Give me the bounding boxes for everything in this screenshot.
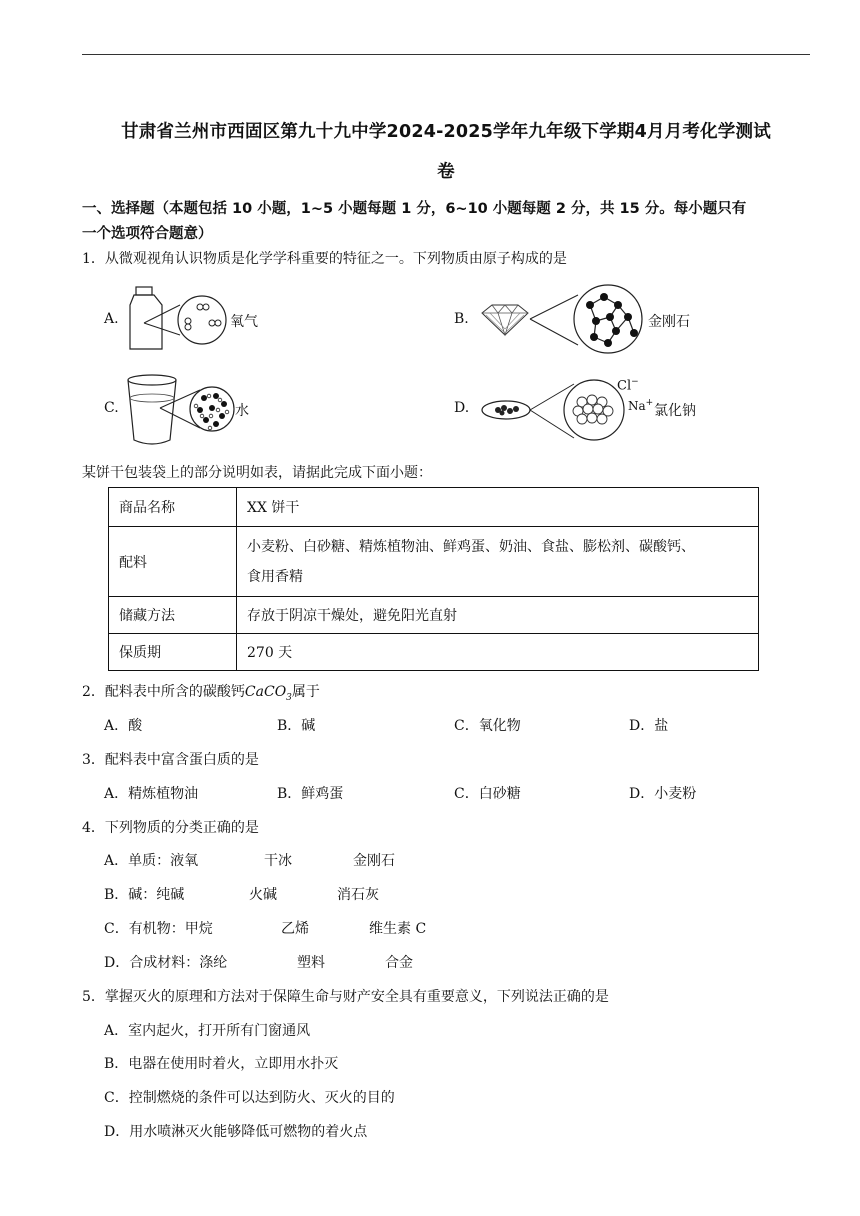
header-rule (82, 54, 810, 55)
q4-option-d-item-3: 合金 (385, 955, 413, 971)
table-row (109, 634, 759, 671)
option-c-label: 水 (235, 403, 249, 419)
q3-option-d[interactable]: D．小麦粉 (629, 786, 697, 802)
question-4-stem: 4．下列物质的分类正确的是 (82, 820, 259, 836)
q4-option-c-item-2: 乙烯 (281, 921, 309, 937)
option-a-label: 氧气 (230, 314, 258, 330)
q4-option-b[interactable] (104, 884, 379, 904)
q2-option-d[interactable]: D．盐 (629, 718, 669, 734)
q5-option-d[interactable]: D．用水喷淋灭火能够降低可燃物的着火点 (104, 1124, 368, 1140)
q5-option-b[interactable]: B．电器在使用时着火，立即用水扑灭 (104, 1056, 339, 1072)
q4-option-c-item-3: 维生素 C (369, 921, 427, 937)
q2-option-b[interactable]: B．碱 (277, 718, 316, 734)
question-2-stem (82, 681, 320, 703)
q4-option-b-item-2: 火碱 (249, 887, 277, 903)
section-heading: 一、选择题（本题包括 10 小题，1~5 小题每题 1 分，6~10 小题每题 2 分，共 15 分。每小题只有 (82, 201, 747, 217)
table-key-cell: 配料 (109, 527, 237, 597)
q4-option-b-prefix: B．碱：纯碱 (104, 887, 185, 903)
calcium-carbonate-formula: CaCO$_3$ (244, 684, 292, 703)
option-b-label: 金刚石 (648, 314, 690, 330)
q4-option-c-prefix: C．有机物：甲烷 (104, 921, 213, 937)
ingredients-line-1: 小麦粉、白砂糖、精炼植物油、鲜鸡蛋、奶油、食盐、膨松剂、碳酸钙、 (247, 538, 695, 555)
q4-option-a[interactable] (104, 850, 395, 870)
table-row (109, 597, 759, 634)
q4-option-a-prefix: A．单质：液氧 (104, 853, 199, 869)
table-value-cell: XX 饼干 (237, 488, 759, 527)
q5-option-a[interactable]: A．室内起火，打开所有门窗通风 (104, 1023, 311, 1039)
option-d-label: 氯化钠 (654, 403, 696, 419)
table-key-cell: 保质期 (109, 634, 237, 671)
question-3-stem: 3．配料表中富含蛋白质的是 (82, 752, 259, 768)
table-key-cell: 储藏方法 (109, 597, 237, 634)
question-2-stem-text: 2．配料表中所含的碳酸钙 (82, 684, 245, 700)
option-a-key: A. (104, 311, 119, 327)
q3-option-b[interactable]: B．鲜鸡蛋 (277, 786, 344, 802)
q4-option-a-item-3: 金刚石 (353, 853, 395, 869)
ingredients-line-2: 食用香精 (247, 568, 303, 585)
q4-option-d-item-2: 塑料 (297, 955, 325, 971)
q2-option-c[interactable]: C．氧化物 (454, 718, 521, 734)
product-info-table (108, 487, 759, 671)
section-heading-continued: 一个选项符合题意） (82, 226, 213, 242)
oxygen-bottle-icon (122, 285, 232, 353)
table-value-cell: 存放于阴凉干燥处，避免阳光直射 (237, 597, 759, 634)
page-title: 甘肃省兰州市西固区第九十九中学2024-2025学年九年级下学期4月月考化学测试 (121, 122, 771, 142)
q3-option-c[interactable]: C．白砂糖 (454, 786, 521, 802)
q5-option-c[interactable]: C．控制燃烧的条件可以达到防火、灭火的目的 (104, 1090, 395, 1106)
table-key-cell: 商品名称 (109, 488, 237, 527)
option-b-key: B. (454, 311, 469, 327)
sodium-ion-label: Na+ (628, 398, 654, 413)
table-value-cell: 270 天 (237, 634, 759, 671)
table-intro: 某饼干包装袋上的部分说明如表，请据此完成下面小题： (82, 465, 432, 481)
q4-option-d-prefix: D．合成材料：涤纶 (104, 955, 228, 971)
q2-option-a[interactable]: A．酸 (104, 718, 143, 734)
q4-option-c[interactable] (104, 918, 427, 938)
water-glass-icon (124, 372, 236, 448)
diamond-icon (478, 283, 648, 355)
salt-crystal-icon (480, 378, 630, 442)
q4-option-d[interactable] (104, 952, 413, 972)
option-d-key: D. (454, 400, 470, 416)
table-row (109, 488, 759, 527)
q3-option-a[interactable]: A．精炼植物油 (104, 786, 199, 802)
question-5-stem: 5．掌握灭火的原理和方法对于保障生命与财产安全具有重要意义，下列说法正确的是 (82, 989, 609, 1005)
q4-option-b-item-3: 消石灰 (337, 887, 379, 903)
table-row (109, 527, 759, 597)
chloride-ion-label: Cl− (617, 377, 639, 394)
table-value-cell (237, 527, 759, 597)
question-1-stem: 1．从微观视角认识物质是化学学科重要的特征之一。下列物质由原子构成的是 (82, 251, 567, 267)
q4-option-a-item-2: 干冰 (264, 853, 292, 869)
question-2-stem-end: 属于 (291, 684, 320, 700)
page-title-continued: 卷 (437, 162, 455, 182)
option-c-key: C. (104, 400, 119, 416)
